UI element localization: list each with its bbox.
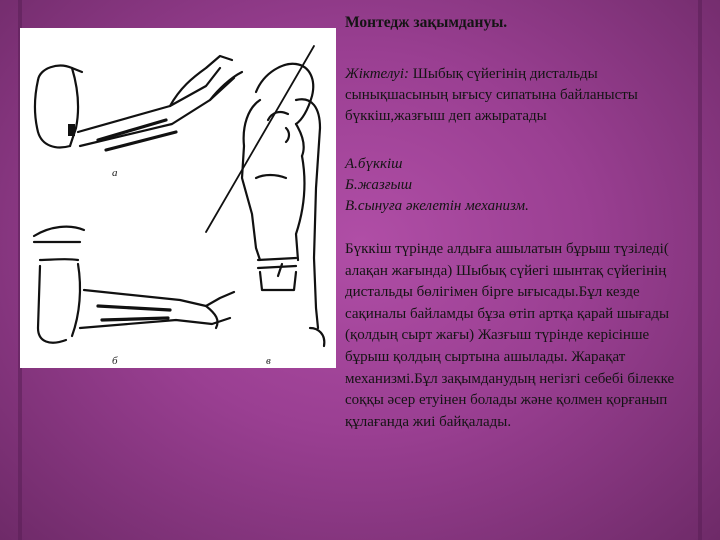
figure-label-b: б [112, 355, 118, 367]
right-border [698, 0, 702, 540]
injury-illustration [20, 28, 336, 368]
classification-lead: Жіктелуі: [345, 66, 410, 82]
classification-text: Шыбық сүйегінің дистальды сынықшасының ығысу сипатына байланысты бүккіш,жазғыш деп ажыратады [345, 66, 638, 124]
figure-label-c: в [266, 355, 271, 367]
description-paragraph: Бүккіш түрінде алдыға ашылатын бұрыш түзіледі( алақан жағында) Шыбық сүйегі шынтақ сүйегінің дистальды бөлігімен бірге ығысады.Бұл кезде сақиналы байламды бұза өтіп артқа қарай шығады (қолдың сырт жағы) Жазғыш түрінде керісінше бұрыш қолдың сыртына ашылады. Жарақат механизмі.Бұл зақымданудың негізгі себебі білекке соққы әсер етуінен болады және қолмен қорғанып құлағанда жиі байқалады. [345, 241, 675, 430]
variant-list [345, 154, 693, 217]
variant-item-c: В.сынуға әкелетін механизм. [345, 198, 529, 214]
figure-label-a: а [112, 167, 118, 179]
arm-figure-b [34, 227, 234, 343]
variant-item-a: А.бүккіш [345, 156, 403, 172]
classification-paragraph [345, 64, 693, 127]
variant-item-b: Б.жазғыш [345, 177, 413, 193]
arm-diagram [20, 28, 336, 368]
person-figure-c [242, 64, 324, 346]
slide-title: Монтедж зақымдануы. [345, 14, 508, 31]
arm-figure-a [35, 56, 242, 150]
force-line [206, 46, 314, 232]
